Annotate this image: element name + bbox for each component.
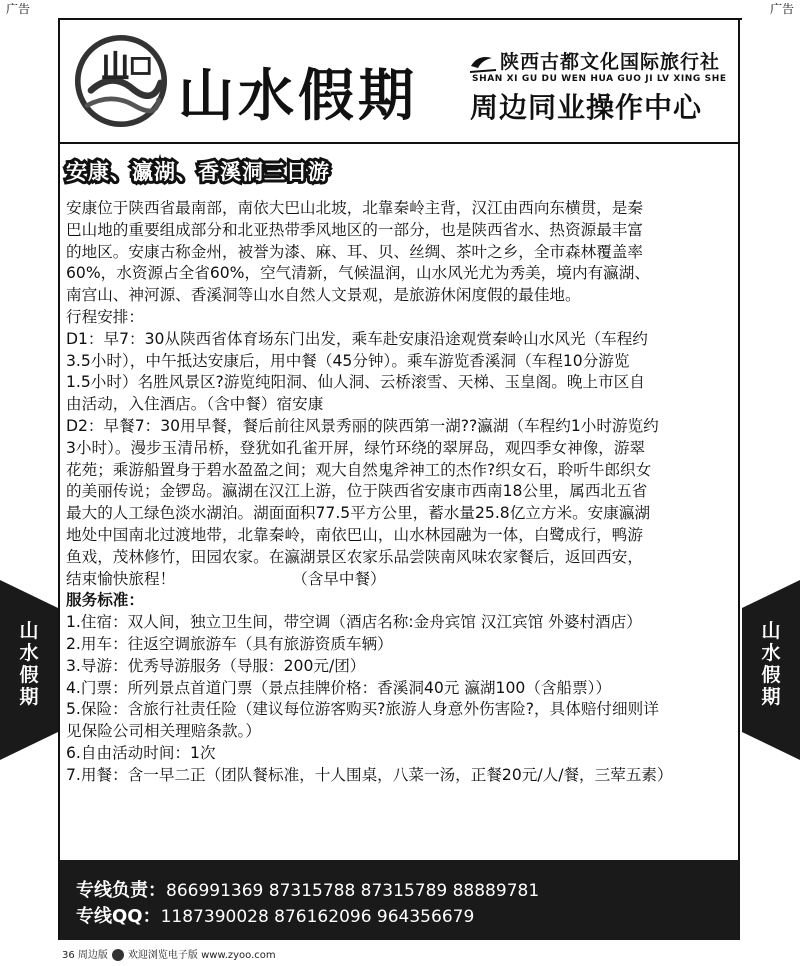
service-line: 5.保险：含旅行社责任险（建议每位游客购买?旅游人身意外伤害险?，具体赔付细则详 [66, 700, 659, 719]
itinerary-line: 1.5小时）名胜风景区?游览纯阳洞、仙人洞、云桥滚雪、天梯、玉皇阁。晚上市区自 [66, 373, 645, 392]
footer-text: 欢迎浏览电子版 www.zyoo.com [127, 950, 276, 961]
header [60, 20, 740, 144]
service-section [66, 612, 740, 786]
agency-pinyin: SHAN XI GU DU WEN HUA GUO JI LV XING SHE [472, 74, 727, 84]
footer [62, 946, 276, 961]
qq-row [76, 902, 474, 928]
agency-logo-icon [468, 50, 498, 76]
side-label-right [742, 620, 800, 708]
itinerary-line: 地处中国南北过渡地带，北靠秦岭，南依巴山，山水林园融为一体，白鹭成行，鸭游 [66, 525, 643, 544]
intro-line: 的地区。安康古称金州，被誉为漆、麻、耳、贝、丝绸、茶叶之乡，全市森林覆盖率 [66, 242, 643, 261]
qq-label: 专线QQ： [76, 906, 161, 927]
tour-content [66, 198, 740, 787]
itinerary-line: 由活动，入住酒店。（含中餐）宿安康 [66, 395, 324, 414]
itinerary-section [66, 329, 740, 591]
agency-center: 周边同业操作中心 [470, 91, 703, 124]
contact-banner [60, 860, 740, 940]
itinerary-line: 最大的人工绿色淡水湖泊。湖面面积77.5平方公里，蓄水量25.8亿立方米。安康瀛湖 [66, 504, 651, 523]
itinerary-label: 行程安排： [66, 307, 144, 326]
side-label-left-text: 山水假期 [19, 620, 39, 708]
service-line: 2.用车：往返空调旅游车（具有旅游资质车辆） [66, 634, 393, 653]
side-label-right-text: 山水假期 [761, 620, 781, 708]
service-label: 服务标准： [66, 591, 144, 610]
agency-name: 陕西古都文化国际旅行社 [500, 51, 721, 73]
footer-page: 36 周边版 [62, 950, 108, 961]
qq-numbers: 1187390028 876162096 964356679 [160, 907, 475, 927]
itinerary-line: 花苑；乘游船置身于碧水盈盈之间；观大自然鬼斧神工的杰作?织女石，聆听牛郎织女 [66, 460, 652, 479]
itinerary-line: D1：早7：30从陕西省体育场东门出发，乘车赴安康沿途观赏秦岭山水风光（车程约 [66, 329, 648, 348]
tour-title: 安康、瀛湖、香溪洞三日游 [66, 160, 330, 184]
side-label-left [0, 620, 58, 708]
hotline-row [76, 876, 539, 902]
hotline-numbers: 866991369 87315788 87315789 88889781 [166, 881, 540, 901]
itinerary-line: 3小时）。漫步玉清吊桥，登犹如孔雀开屏，绿竹环绕的翠屏岛，观四季女神像，游翠 [66, 438, 646, 457]
intro-line: 巴山地的重要组成部分和北亚热带季风地区的一部分，也是陕西省水、热资源最丰富 [66, 220, 643, 239]
service-line: 见保险公司相关理赔条款。） [66, 722, 261, 741]
itinerary-line: 的美丽传说；金锣岛。瀛湖在汉江上游，位于陕西省安康市西南18公里，属西北五省 [66, 482, 648, 501]
ad-label-left: 广告 [6, 2, 31, 16]
service-line: 1.住宿：双人间，独立卫生间，带空调（酒店名称:金舟宾馆 汉江宾馆 外婆村酒店） [66, 613, 642, 632]
itinerary-line: 鱼戏，茂林修竹，田园农家。在瀛湖景区农家乐品尝陕南风味农家餐后，返回西安， [66, 547, 643, 566]
intro-line: 60%，水资源占全省60%，空气清新，气候温润，山水风光尤为秀美，境内有瀛湖、 [66, 264, 650, 283]
service-line: 3.导游：优秀导游服务（导服：200元/团） [66, 656, 366, 675]
hotline-label: 专线负责： [76, 880, 166, 901]
shanshui-logo-icon [74, 34, 168, 128]
service-line: 7.用餐：含一早二正（团队餐标准，十人围桌，八菜一汤，正餐20元/人/餐，三荤五素） [66, 765, 673, 784]
service-line: 6.自由活动时间：1次 [66, 743, 216, 762]
intro-section [66, 198, 740, 307]
service-line: 4.门票：所列景点首道门票（景点挂牌价格：香溪洞40元 瀛湖100（含船票）） [66, 678, 612, 697]
brand-name: 山水假期 [178, 64, 418, 129]
intro-line: 安康位于陕西省最南部，南依大巴山北坡，北靠秦岭主背，汉江由西向东横贯，是秦 [66, 199, 643, 217]
ad-label-right: 广告 [769, 2, 794, 16]
itinerary-line: 结束愉快旅程！ （含早中餐） [66, 569, 386, 588]
intro-line: 南宫山、神河源、香溪洞等山水自然人文景观，是旅游休闲度假的最佳地。 [66, 286, 581, 305]
footer-logo-icon [112, 949, 124, 961]
itinerary-line: 3.5小时），中午抵达安康后，用中餐（45分钟）。乘车游览香溪洞（车程10分游览 [66, 351, 630, 370]
itinerary-line: D2：早餐7：30用早餐，餐后前往风景秀丽的陕西第一湖??瀛湖（车程约1小时游览约 [66, 416, 659, 435]
